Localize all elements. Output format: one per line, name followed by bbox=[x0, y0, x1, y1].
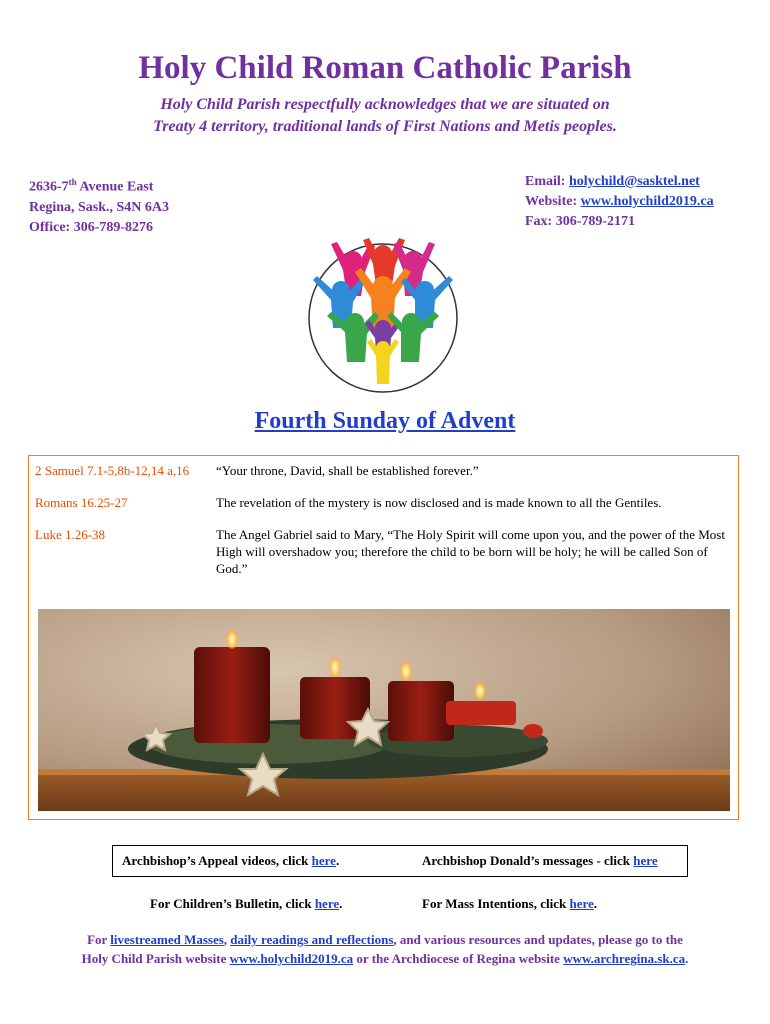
reading-ref: 2 Samuel 7.1-5,8b-12,14 a,16 bbox=[35, 463, 190, 478]
ack-line-2: Treaty 4 territory, traditional lands of First Nations and Metis peoples. bbox=[153, 118, 617, 135]
footer-resources bbox=[0, 930, 770, 968]
reading-ref: Romans 16.25-27 bbox=[35, 495, 128, 510]
childrens-bulletin-line: For Children’s Bulletin, click here. bbox=[150, 896, 343, 911]
daily-readings-link[interactable]: daily readings and reflections bbox=[230, 932, 394, 947]
contact-block bbox=[525, 172, 714, 232]
ack-line-1: Holy Child Parish respectfully acknowledges that we are situated on bbox=[160, 96, 610, 113]
address-block bbox=[29, 172, 169, 238]
page-title: Holy Child Roman Catholic Parish bbox=[138, 50, 632, 86]
street-address: 2636-7th Avenue East bbox=[29, 177, 154, 195]
website-link[interactable]: www.holychild2019.ca bbox=[580, 194, 714, 209]
reading-text: The Angel Gabriel said to Mary, “The Holy Spirit will come upon you, and the power of the Most High will overshadow you; therefore the child to be born will be holy; he will be called Son of God.” bbox=[216, 527, 725, 576]
email-link[interactable]: holychild@sasktel.net bbox=[568, 174, 700, 189]
readings-box bbox=[28, 455, 739, 820]
reading-text: The revelation of the mystery is now disclosed and is made known to all the Gentiles. bbox=[216, 495, 662, 510]
email-line: Email: holychild@sasktel.net bbox=[525, 174, 700, 189]
liturgical-heading: Fourth Sunday of Advent bbox=[254, 408, 516, 434]
website-line: Website: www.holychild2019.ca bbox=[525, 194, 714, 209]
footer-line-2: Holy Child Parish website www.holychild2019.ca or the Archdiocese of Regina website www.archregina.sk.ca. bbox=[81, 951, 689, 966]
mass-intentions-link[interactable]: here bbox=[569, 896, 594, 911]
fax-line: Fax: 306-789-2171 bbox=[525, 214, 636, 229]
appeal-videos-line: Archbishop’s Appeal videos, click here. bbox=[122, 853, 340, 868]
office-phone: Office: 306-789-8276 bbox=[29, 219, 154, 235]
reading-text: “Your throne, David, shall be established forever.” bbox=[216, 463, 479, 478]
city-line: Regina, Sask., S4N 6A3 bbox=[29, 199, 170, 215]
land-acknowledgement bbox=[0, 94, 770, 138]
childrens-bulletin-link[interactable]: here bbox=[314, 896, 340, 911]
mass-intentions-line: For Mass Intentions, click here. bbox=[422, 896, 598, 911]
advent-candles-photo bbox=[38, 609, 730, 811]
reading-ref: Luke 1.26-38 bbox=[35, 527, 106, 542]
livestream-link[interactable]: livestreamed Masses bbox=[110, 932, 224, 947]
appeal-videos-link[interactable]: here bbox=[311, 853, 336, 868]
donald-messages-link[interactable]: here bbox=[633, 853, 658, 868]
footer-line-1: For livestreamed Masses, daily readings and reflections, and various resources and updates, please go to the bbox=[87, 932, 683, 947]
archdiocese-website-link[interactable]: www.archregina.sk.ca bbox=[563, 951, 686, 966]
parish-logo-icon bbox=[303, 236, 463, 396]
donald-messages-line: Archbishop Donald’s messages - click here bbox=[422, 853, 658, 868]
parish-website-link[interactable]: www.holychild2019.ca bbox=[229, 951, 354, 966]
